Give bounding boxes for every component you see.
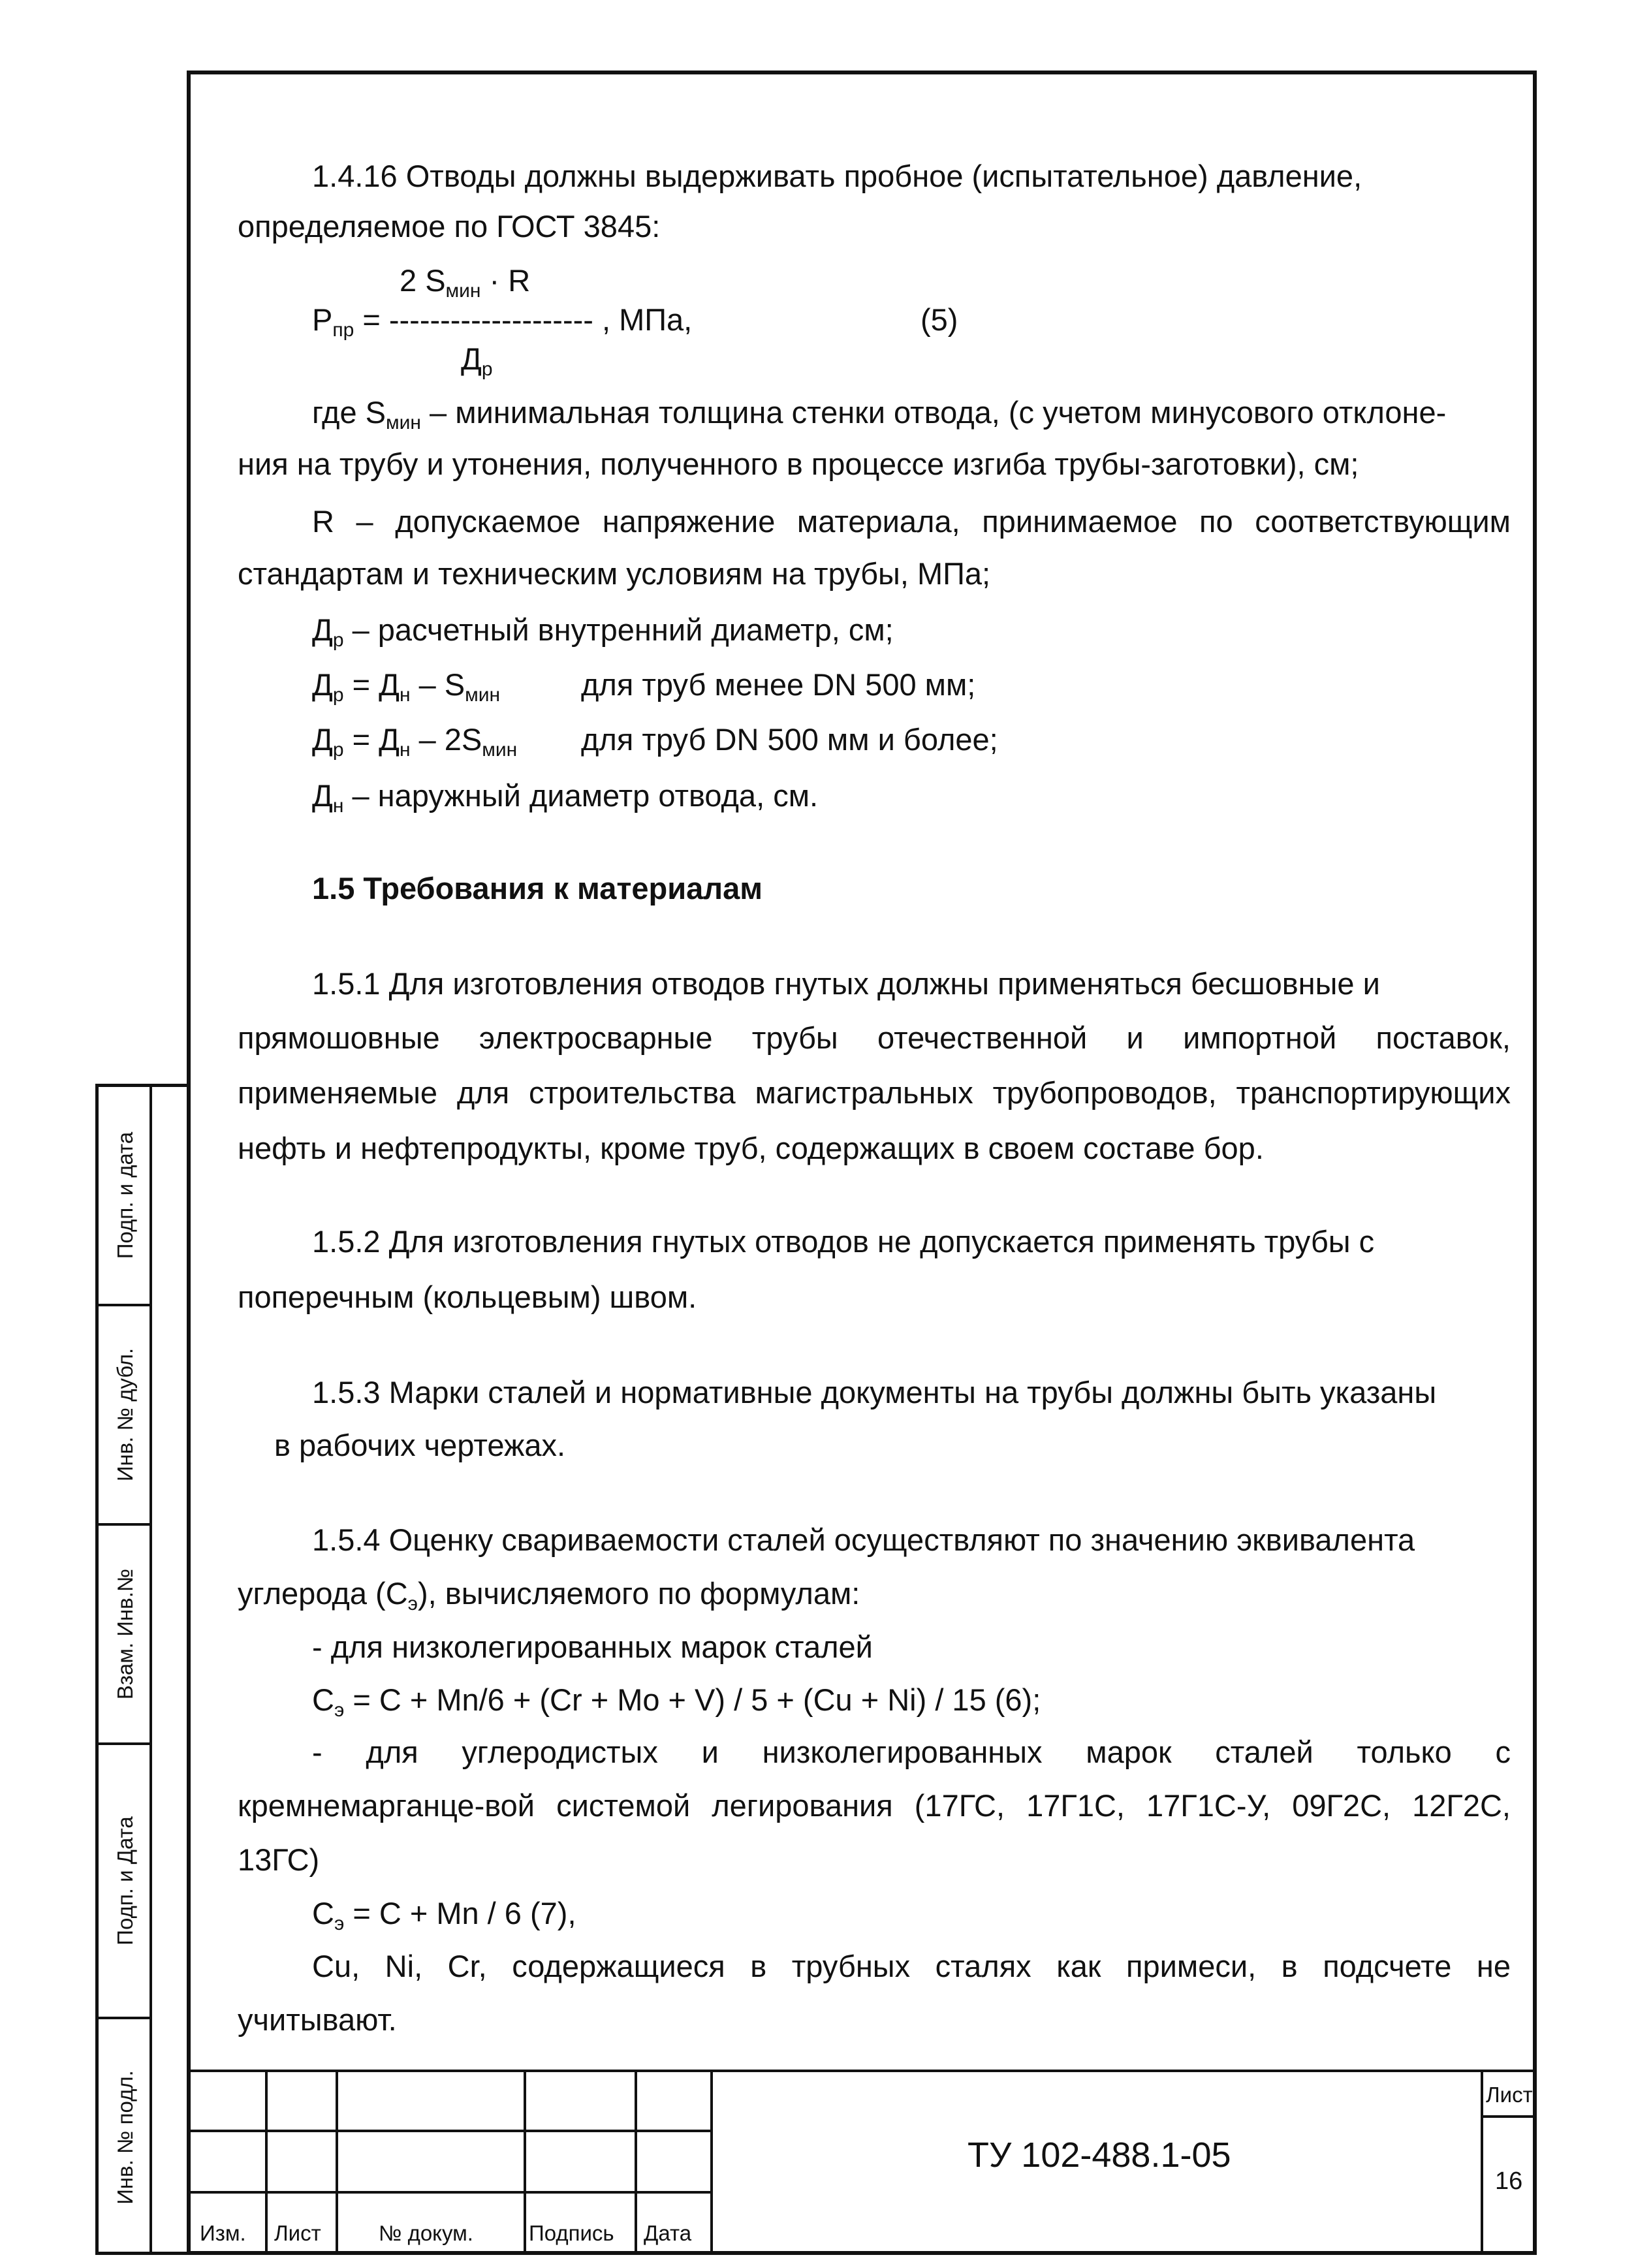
paragraph-1-5-1-line3: применяемые для строительства магистральных трубопроводов, транспортирующих	[238, 1075, 1511, 1110]
text: = Д	[343, 667, 400, 702]
paragraph-1-4-16-line1: 1.4.16 Отводы должны выдерживать пробное (испытательное) давление,	[312, 159, 1362, 193]
paragraph-1-5-1-line1: 1.5.1 Для изготовления отводов гнутых должны применяться бесшовные и	[312, 966, 1380, 1001]
definition-r-line1: R – допускаемое напряжение материала, принимаемое по соответствующим	[312, 504, 1511, 539]
text: Д	[312, 778, 333, 813]
text: где S	[312, 395, 386, 430]
strip-label: Инв. № подл.	[113, 2070, 137, 2205]
formula-dp-small-note: для труб менее DN 500 мм;	[581, 667, 976, 702]
formula-dp-small	[312, 665, 500, 704]
formula-text: =	[354, 302, 389, 337]
text: – расчетный внутренний диаметр, см;	[343, 612, 894, 647]
sub: р	[332, 629, 344, 651]
text: С	[312, 1682, 334, 1717]
document-designation: ТУ 102-488.1-05	[967, 2135, 1231, 2175]
sub: р	[332, 739, 344, 761]
stamp-label-sign: Подпись	[529, 2221, 614, 2245]
stamp-sheet-line	[1481, 2115, 1533, 2118]
sheet-label: Лист	[1486, 2083, 1533, 2107]
text: – наружный диаметр отвода, см.	[343, 778, 819, 813]
strip-cell-dup-inv	[99, 1306, 152, 1526]
stamp-label-date: Дата	[644, 2221, 692, 2245]
paragraph-1-5-2-line1: 1.5.2 Для изготовления гнутых отводов не допускается применять трубы с	[312, 1224, 1375, 1259]
paragraph-1-5-4-line4: - для углеродистых и низколегированных марок сталей только с	[312, 1735, 1511, 1769]
stamp-top-line	[191, 2070, 1533, 2072]
paragraph-1-5-4-line6: 13ГС)	[238, 1842, 320, 1877]
section-1-5-heading: 1.5 Требования к материалам	[312, 871, 763, 906]
formula-5-denominator	[461, 339, 493, 379]
sub: э	[407, 1593, 418, 1614]
sub: мин	[482, 739, 518, 761]
formula-7	[312, 1894, 576, 1933]
definition-smin-line2: ния на трубу и утонения, полученного в процессе изгиба трубы-заготовки), см;	[238, 447, 1359, 481]
definition-dn	[312, 776, 818, 815]
formula-text: Д	[461, 341, 482, 376]
stamp-col-line	[1481, 2070, 1483, 2251]
sub: н	[332, 795, 344, 817]
paragraph-1-4-16-line2: определяемое по ГОСТ 3845:	[238, 209, 661, 244]
paragraph-1-5-4-line3: - для низколегированных марок сталей	[312, 1630, 873, 1664]
text: = Д	[343, 722, 400, 757]
paragraph-1-5-4-line1: 1.5.4 Оценку свариваемости сталей осуществляют по значению эквивалента	[312, 1522, 1415, 1557]
binding-strip	[95, 1084, 191, 2255]
text: – 2S	[410, 722, 482, 757]
sub: э	[334, 1699, 345, 1721]
stamp-col-line	[336, 2070, 338, 2251]
strip-label: Подп. и дата	[113, 1131, 137, 1259]
sub: мин	[386, 412, 421, 433]
text: = С + Mn/6 + (Cr + Mo + V) / 5 + (Cu + Ni) / 15 (6);	[344, 1682, 1041, 1717]
strip-label: Инв. № дубл.	[113, 1347, 137, 1482]
sub: н	[399, 684, 411, 706]
formula-sub: мин	[445, 280, 481, 302]
strip-cell-original-inv	[99, 2019, 152, 2255]
sub: р	[332, 684, 344, 706]
paragraph-1-5-4-line5: кремнемарганце-вой системой легирования (17ГС, 17Г1С, 17Г1С-У, 09Г2С, 12Г2С,	[238, 1788, 1511, 1823]
stamp-col-line	[710, 2070, 713, 2251]
sub: н	[399, 739, 411, 761]
sub: э	[334, 1913, 345, 1934]
text: углерода (С	[238, 1576, 408, 1611]
paragraph-1-5-3-line1: 1.5.3 Марки сталей и нормативные документы на трубы должны быть указаны	[312, 1375, 1437, 1410]
strip-cell-replace-inv	[99, 1526, 152, 1745]
text: ), вычисляемого по формулам:	[417, 1576, 860, 1611]
definition-r-line2: стандартам и техническим условиям на трубы, МПа;	[238, 556, 991, 591]
formula-5-numerator	[400, 261, 530, 300]
text: = С + Mn / 6 (7),	[344, 1896, 576, 1930]
paragraph-1-5-4-line2	[238, 1574, 860, 1613]
strip-cell-signature-date	[99, 1087, 152, 1306]
stamp-col-line	[635, 2070, 637, 2251]
title-block	[191, 2070, 1533, 2251]
definition-dp	[312, 610, 894, 650]
formula-dp-large-note: для труб DN 500 мм и более;	[581, 722, 998, 757]
stamp-label-doc: № докум.	[379, 2221, 473, 2245]
formula-sub: р	[481, 358, 493, 380]
text: С	[312, 1896, 334, 1930]
paragraph-1-5-4-line7: Cu, Ni, Cr, содержащиеся в трубных сталях как примеси, в подсчете не	[312, 1949, 1511, 1983]
strip-label: Подп. и Дата	[113, 1816, 137, 1945]
strip-cell-signature-date-2	[99, 1745, 152, 2019]
text: Д	[312, 612, 333, 647]
stamp-col-line	[265, 2070, 268, 2251]
sub: мин	[465, 684, 501, 706]
paragraph-1-5-1-line4: нефть и нефтепродукты, кроме труб, содержащих в своем составе бор.	[238, 1131, 1264, 1165]
formula-sub: пр	[332, 319, 354, 341]
formula-5-number: (5)	[920, 302, 958, 337]
formula-dp-large	[312, 720, 517, 759]
text: Д	[312, 667, 333, 702]
formula-5-line	[312, 300, 692, 339]
formula-text: 2 S	[400, 263, 446, 298]
stamp-label-list: Лист	[274, 2221, 321, 2245]
text: Д	[312, 722, 333, 757]
fraction-bar: --------------------	[388, 302, 593, 337]
formula-unit: , МПа,	[593, 302, 693, 337]
paragraph-1-5-2-line2: поперечным (кольцевым) швом.	[238, 1280, 697, 1314]
formula-text: P	[312, 302, 333, 337]
text: – минимальная толщина стенки отвода, (с учетом минусового отклоне-	[420, 395, 1447, 430]
paragraph-1-5-1-line2: прямошовные электросварные трубы отечественной и импортной поставок,	[238, 1020, 1511, 1055]
formula-6	[312, 1680, 1041, 1720]
stamp-col-line	[524, 2070, 526, 2251]
text: – S	[410, 667, 465, 702]
definition-smin-line1	[312, 393, 1446, 432]
sheet-number: 16	[1495, 2167, 1523, 2195]
paragraph-1-5-3-line2: в рабочих чертежах.	[274, 1428, 566, 1462]
stamp-label-izm: Изм.	[200, 2221, 246, 2245]
formula-text: · R	[480, 263, 531, 298]
paragraph-1-5-4-line8: учитывают.	[238, 2002, 397, 2037]
strip-label: Взам. Инв.№	[113, 1568, 137, 1700]
